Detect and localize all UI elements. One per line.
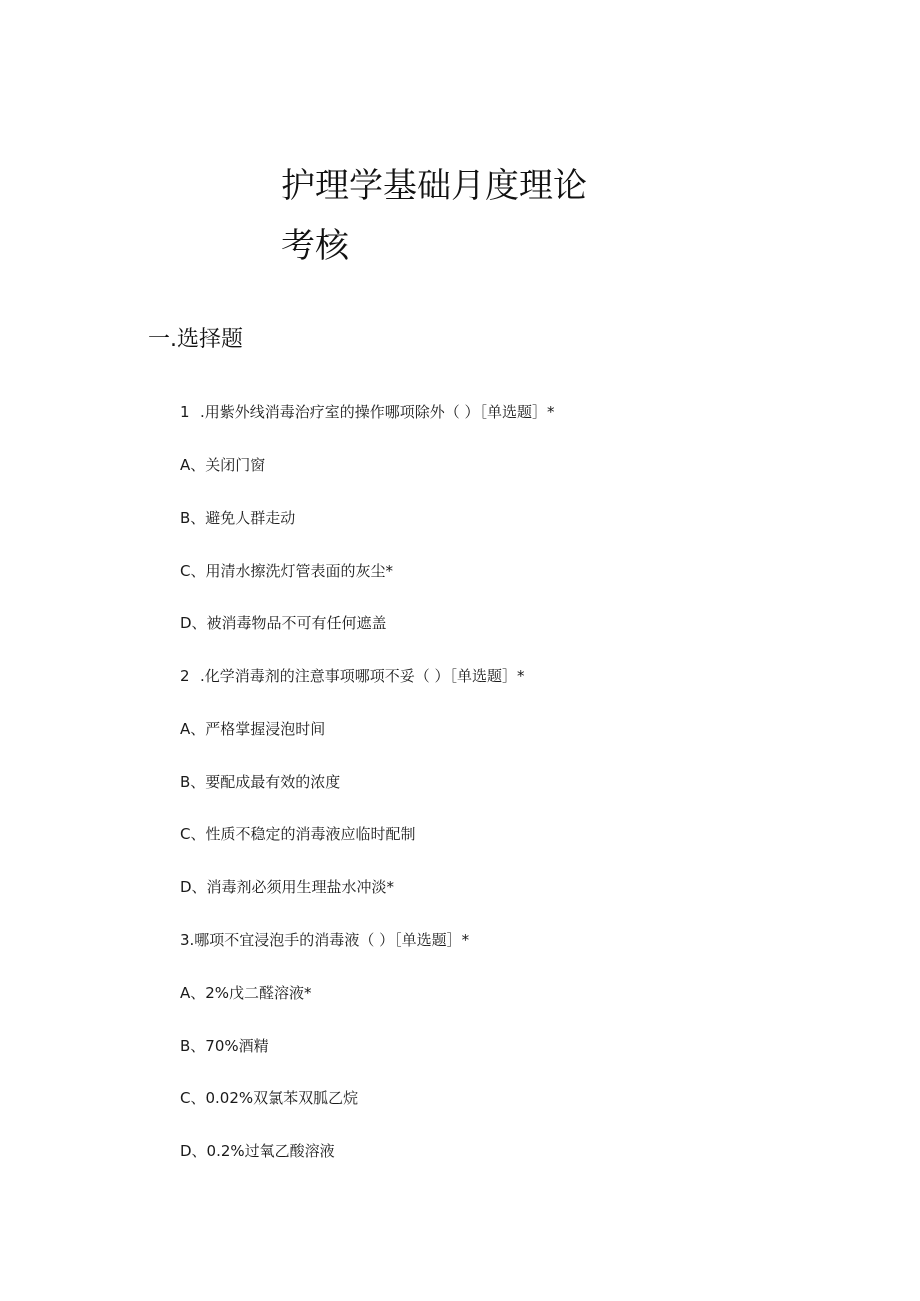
question-2-option-a[interactable]: A、严格掌握浸泡时间 [180, 720, 326, 738]
question-1-option-b[interactable]: B、避免人群走动 [180, 509, 296, 527]
question-2 [180, 665, 525, 687]
document-title-line-1: 护理学基础月度理论 [281, 166, 587, 206]
question-1-text: .用紫外线消毒治疗室的操作哪项除外（ ）［单选题］* [200, 403, 555, 421]
question-2-option-d[interactable]: D、消毒剂必须用生理盐水冲淡* [180, 878, 395, 896]
question-3-text: 3.哪项不宜浸泡手的消毒液（ ）［单选题］* [180, 931, 470, 949]
question-3 [180, 929, 469, 951]
question-1-number: 1 [180, 403, 190, 421]
question-3-option-d[interactable]: D、0.2%过氧乙酸溶液 [180, 1142, 335, 1160]
question-2-number: 2 [180, 667, 190, 685]
question-2-option-b[interactable]: B、要配成最有效的浓度 [180, 773, 341, 791]
question-3-option-a[interactable]: A、2%戊二醛溶液* [180, 984, 312, 1002]
question-3-option-c[interactable]: C、0.02%双氯苯双胍乙烷 [180, 1089, 359, 1107]
section-heading: 一.选择题 [148, 327, 243, 352]
document-title-line-2: 考核 [281, 226, 349, 266]
question-1-option-c[interactable]: C、用清水擦洗灯管表面的灰尘* [180, 562, 393, 580]
question-2-text: .化学消毒剂的注意事项哪项不妥（ ）［单选题］* [200, 667, 525, 685]
question-2-option-c[interactable]: C、性质不稳定的消毒液应临时配制 [180, 825, 416, 843]
question-1-option-d[interactable]: D、被消毒物品不可有任何遮盖 [180, 614, 387, 632]
question-3-option-b[interactable]: B、70%酒精 [180, 1037, 269, 1055]
question-1 [180, 401, 555, 423]
question-1-option-a[interactable]: A、关闭门窗 [180, 456, 266, 474]
